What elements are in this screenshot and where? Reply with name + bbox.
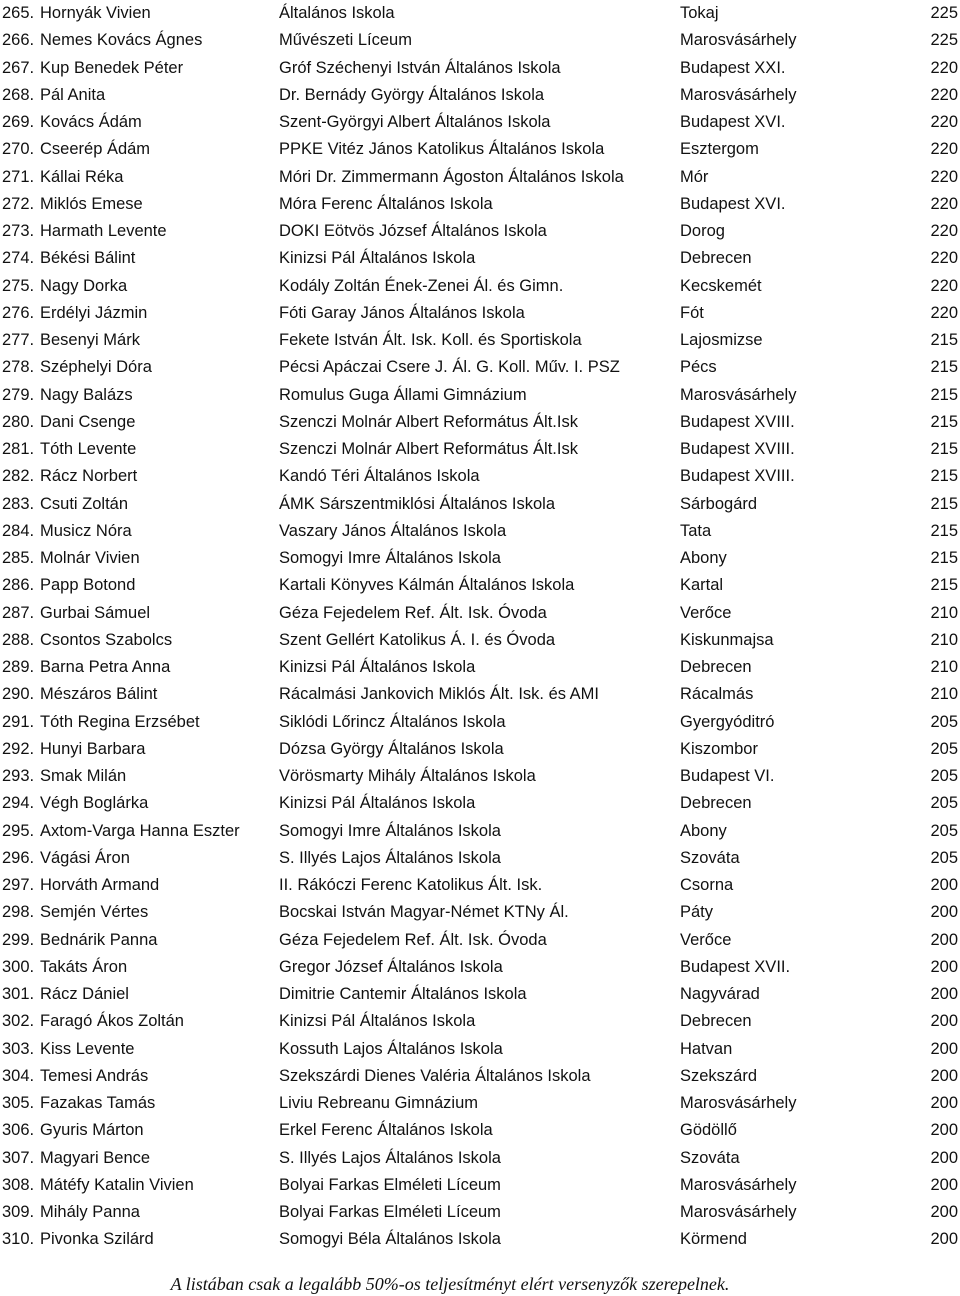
city-cell: Abony — [680, 821, 727, 840]
school-cell: Rácalmási Jankovich Miklós Ált. Isk. és AMI — [279, 685, 600, 704]
school-cell: Dr. Bernády György Általános Iskola — [279, 85, 545, 104]
city-cell: Pécs — [680, 358, 717, 377]
score-cell: 220 — [930, 113, 958, 131]
score-cell: 205 — [930, 712, 958, 731]
city-cell: Kiskunmajsa — [680, 630, 774, 649]
school-cell: Bocskai István Magyar-Német KTNy Ál. — [279, 903, 569, 922]
rank-cell: 287. — [2, 603, 35, 622]
table-row — [0, 572, 960, 599]
table-row — [0, 1063, 960, 1090]
table-row — [0, 1199, 960, 1226]
score-cell: 200 — [930, 1230, 958, 1249]
rank-cell: 305. — [2, 1094, 35, 1112]
name-cell: Széphelyi Dóra — [40, 358, 152, 377]
city-cell: Fót — [680, 303, 704, 322]
score-cell: 215 — [930, 331, 958, 349]
rank-cell: 267. — [2, 58, 35, 77]
table-row — [0, 872, 960, 899]
city-cell: Tokaj — [680, 4, 719, 22]
city-cell: Debrecen — [680, 1012, 752, 1031]
school-cell: Szent-Györgyi Albert Általános Iskola — [279, 113, 551, 131]
city-cell: Budapest XVI. — [680, 194, 786, 213]
city-cell: Hatvan — [680, 1039, 733, 1058]
table-row — [0, 300, 960, 327]
city-cell: Sárbogárd — [680, 494, 758, 513]
table-row — [0, 1008, 960, 1035]
score-cell: 215 — [930, 440, 958, 458]
city-cell: Abony — [680, 549, 727, 567]
school-cell: Erkel Ferenc Általános Iskola — [279, 1121, 493, 1140]
table-row — [0, 763, 960, 790]
score-cell: 200 — [930, 1148, 958, 1167]
rank-cell: 281. — [2, 440, 35, 458]
school-cell: Gregor József Általános Iskola — [279, 957, 503, 976]
rank-cell: 307. — [2, 1148, 35, 1167]
name-cell: Fazakas Tamás — [40, 1094, 156, 1112]
school-cell: Kossuth Lajos Általános Iskola — [279, 1039, 503, 1058]
name-cell: Csuti Zoltán — [40, 494, 129, 513]
score-cell: 220 — [930, 249, 958, 268]
school-cell: Szenczi Molnár Albert Református Ált.Isk — [279, 440, 578, 458]
table-row — [0, 191, 960, 218]
city-cell: Budapest XVII. — [680, 957, 791, 976]
score-cell: 200 — [930, 985, 958, 1003]
score-cell: 200 — [930, 903, 958, 922]
city-cell: Budapest XVI. — [680, 113, 786, 131]
table-row — [0, 1145, 960, 1172]
rank-cell: 285. — [2, 549, 35, 567]
rank-cell: 293. — [2, 767, 35, 785]
score-cell: 220 — [930, 85, 958, 104]
name-cell: Faragó Ákos Zoltán — [40, 1012, 184, 1031]
school-cell: II. Rákóczi Ferenc Katolikus Ált. Isk. — [279, 876, 543, 894]
table-row — [0, 654, 960, 681]
city-cell: Gyergyóditró — [680, 712, 775, 731]
table-row — [0, 709, 960, 736]
city-cell: Budapest XVIII. — [680, 440, 795, 458]
rank-cell: 282. — [2, 467, 35, 486]
city-cell: Budapest XXI. — [680, 58, 786, 77]
school-cell: Kinizsi Pál Általános Iskola — [279, 794, 476, 813]
table-row — [0, 136, 960, 163]
score-cell: 215 — [930, 358, 958, 377]
city-cell: Nagyvárad — [680, 985, 760, 1003]
name-cell: Tóth Regina Erzsébet — [40, 712, 200, 731]
name-cell: Mészáros Bálint — [40, 685, 158, 704]
score-cell: 200 — [930, 1039, 958, 1058]
table-row — [0, 1226, 960, 1253]
table-row — [0, 627, 960, 654]
rank-cell: 283. — [2, 494, 35, 513]
name-cell: Bednárik Panna — [40, 930, 158, 949]
city-cell: Tata — [680, 521, 712, 540]
score-cell: 225 — [930, 31, 958, 50]
name-cell: Nagy Balázs — [40, 385, 133, 404]
school-cell: Kinizsi Pál Általános Iskola — [279, 1012, 476, 1031]
score-cell: 205 — [930, 767, 958, 785]
school-cell: Romulus Guga Állami Gimnázium — [279, 385, 527, 404]
score-cell: 220 — [930, 194, 958, 213]
city-cell: Budapest VI. — [680, 767, 775, 785]
score-cell: 220 — [930, 276, 958, 295]
name-cell: Harmath Levente — [40, 222, 167, 240]
name-cell: Besenyi Márk — [40, 331, 140, 349]
city-cell: Marosvásárhely — [680, 31, 797, 50]
city-cell: Szováta — [680, 848, 740, 867]
name-cell: Papp Botond — [40, 576, 136, 595]
city-cell: Kiszombor — [680, 739, 758, 758]
name-cell: Nemes Kovács Ágnes — [40, 31, 203, 50]
name-cell: Dani Csenge — [40, 412, 136, 431]
rank-cell: 268. — [2, 85, 35, 104]
name-cell: Miklós Emese — [40, 194, 143, 213]
rank-cell: 280. — [2, 412, 35, 431]
rank-cell: 286. — [2, 576, 35, 595]
rank-cell: 279. — [2, 385, 35, 404]
school-cell: Szent Gellért Katolikus Á. I. és Óvoda — [279, 630, 556, 649]
rank-cell: 273. — [2, 222, 35, 240]
name-cell: Rácz Dániel — [40, 985, 129, 1003]
score-cell: 200 — [930, 957, 958, 976]
table-row — [0, 736, 960, 763]
name-cell: Semjén Vértes — [40, 903, 149, 922]
score-cell: 215 — [930, 549, 958, 567]
score-cell: 205 — [930, 821, 958, 840]
table-row — [0, 1172, 960, 1199]
school-cell: DOKI Eötvös József Általános Iskola — [279, 222, 547, 240]
name-cell: Tóth Levente — [40, 440, 137, 458]
name-cell: Gurbai Sámuel — [40, 603, 151, 622]
rank-cell: 298. — [2, 903, 35, 922]
city-cell: Verőce — [680, 930, 732, 949]
city-cell: Marosvásárhely — [680, 85, 797, 104]
city-cell: Debrecen — [680, 794, 752, 813]
score-cell: 215 — [930, 494, 958, 513]
table-row — [0, 600, 960, 627]
score-cell: 220 — [930, 140, 958, 159]
score-cell: 205 — [930, 739, 958, 758]
name-cell: Cseerép Ádám — [40, 140, 151, 159]
rank-cell: 290. — [2, 685, 35, 704]
school-cell: Művészeti Líceum — [279, 31, 412, 50]
table-row — [0, 954, 960, 981]
rank-cell: 304. — [2, 1066, 35, 1085]
table-row — [0, 1117, 960, 1144]
score-cell: 210 — [930, 658, 958, 676]
rank-cell: 275. — [2, 276, 35, 295]
table-row — [0, 845, 960, 872]
name-cell: Kállai Réka — [40, 167, 124, 186]
school-cell: Vaszary János Általános Iskola — [279, 521, 507, 540]
table-row — [0, 218, 960, 245]
rank-cell: 269. — [2, 113, 35, 131]
city-cell: Debrecen — [680, 658, 752, 676]
city-cell: Marosvásárhely — [680, 1175, 797, 1194]
table-row — [0, 327, 960, 354]
school-cell: Bolyai Farkas Elméleti Líceum — [279, 1175, 501, 1194]
school-cell: Géza Fejedelem Ref. Ált. Isk. Óvoda — [279, 603, 547, 622]
school-cell: Fekete István Ált. Isk. Koll. és Sportiskola — [279, 331, 582, 349]
city-cell: Verőce — [680, 603, 732, 622]
school-cell: Móri Dr. Zimmermann Ágoston Általános Iskola — [279, 167, 624, 186]
score-cell: 215 — [930, 467, 958, 486]
table-row — [0, 82, 960, 109]
rank-cell: 272. — [2, 194, 35, 213]
table-row — [0, 409, 960, 436]
rank-cell: 278. — [2, 358, 35, 377]
name-cell: Mihály Panna — [40, 1203, 140, 1221]
city-cell: Budapest XVIII. — [680, 467, 795, 486]
school-cell: Bolyai Farkas Elméleti Líceum — [279, 1203, 501, 1221]
name-cell: Kiss Levente — [40, 1039, 135, 1058]
school-cell: Somogyi Béla Általános Iskola — [279, 1230, 501, 1249]
city-cell: Budapest XVIII. — [680, 412, 795, 431]
city-cell: Mór — [680, 167, 709, 186]
name-cell: Rácz Norbert — [40, 467, 138, 486]
rank-cell: 284. — [2, 521, 35, 540]
name-cell: Axtom-Varga Hanna Eszter — [40, 821, 240, 840]
school-cell: Kandó Téri Általános Iskola — [279, 467, 480, 486]
city-cell: Szováta — [680, 1148, 740, 1167]
rank-cell: 308. — [2, 1175, 35, 1194]
name-cell: Nagy Dorka — [40, 276, 128, 295]
school-cell: Móra Ferenc Általános Iskola — [279, 194, 493, 213]
score-cell: 200 — [930, 930, 958, 949]
rank-cell: 271. — [2, 167, 35, 186]
name-cell: Temesi András — [40, 1066, 149, 1085]
rank-cell: 277. — [2, 331, 35, 349]
rank-cell: 306. — [2, 1121, 35, 1140]
score-cell: 200 — [930, 1094, 958, 1112]
name-cell: Pivonka Szilárd — [40, 1230, 154, 1249]
city-cell: Körmend — [680, 1230, 747, 1249]
city-cell: Csorna — [680, 876, 734, 894]
school-cell: Kinizsi Pál Általános Iskola — [279, 249, 476, 268]
rank-cell: 309. — [2, 1203, 35, 1221]
name-cell: Gyuris Márton — [40, 1121, 144, 1140]
score-cell: 210 — [930, 603, 958, 622]
rank-cell: 289. — [2, 658, 35, 676]
rank-cell: 295. — [2, 821, 35, 840]
rank-cell: 266. — [2, 31, 35, 50]
rank-cell: 288. — [2, 630, 35, 649]
score-cell: 220 — [930, 58, 958, 77]
score-cell: 200 — [930, 1066, 958, 1085]
score-cell: 210 — [930, 630, 958, 649]
name-cell: Csontos Szabolcs — [40, 630, 173, 649]
rank-cell: 310. — [2, 1230, 35, 1249]
school-cell: Általános Iskola — [279, 4, 395, 22]
school-cell: Dózsa György Általános Iskola — [279, 739, 504, 758]
school-cell: S. Illyés Lajos Általános Iskola — [279, 848, 501, 867]
score-cell: 200 — [930, 1121, 958, 1140]
school-cell: Fóti Garay János Általános Iskola — [279, 303, 525, 322]
school-cell: Szekszárdi Dienes Valéria Általános Iskola — [279, 1066, 591, 1085]
rank-cell: 274. — [2, 249, 35, 268]
city-cell: Debrecen — [680, 249, 752, 268]
city-cell: Marosvásárhely — [680, 1094, 797, 1112]
rank-cell: 301. — [2, 985, 35, 1003]
score-cell: 225 — [930, 4, 958, 22]
score-cell: 215 — [930, 412, 958, 431]
city-cell: Gödöllő — [680, 1121, 737, 1140]
footnote: A listában csak a legalább 50%-os teljesítményt elért versenyzők szerepelnek. — [170, 1274, 730, 1294]
name-cell: Pál Anita — [40, 85, 106, 104]
rank-cell: 297. — [2, 876, 35, 894]
score-cell: 220 — [930, 167, 958, 186]
table-row — [0, 245, 960, 272]
city-cell: Marosvásárhely — [680, 385, 797, 404]
table-row — [0, 382, 960, 409]
rank-cell: 291. — [2, 712, 35, 731]
school-cell: Somogyi Imre Általános Iskola — [279, 549, 501, 567]
rank-cell: 300. — [2, 957, 35, 976]
table-row — [0, 818, 960, 845]
name-cell: Végh Boglárka — [40, 794, 149, 813]
name-cell: Barna Petra Anna — [40, 658, 171, 676]
table-row — [0, 790, 960, 817]
name-cell: Békési Bálint — [40, 249, 136, 268]
school-cell: PPKE Vitéz János Katolikus Általános Iskola — [279, 140, 605, 159]
table-row — [0, 899, 960, 926]
score-cell: 215 — [930, 576, 958, 595]
score-cell: 215 — [930, 521, 958, 540]
score-cell: 205 — [930, 794, 958, 813]
table-row — [0, 109, 960, 136]
name-cell: Magyari Bence — [40, 1148, 151, 1167]
rank-cell: 270. — [2, 140, 35, 159]
table-row — [0, 55, 960, 82]
table-row — [0, 681, 960, 708]
school-cell: Pécsi Apáczai Csere J. Ál. G. Koll. Műv. I. PSZ — [279, 358, 620, 377]
city-cell: Rácalmás — [680, 685, 754, 704]
school-cell: Vörösmarty Mihály Általános Iskola — [279, 767, 536, 785]
score-cell: 200 — [930, 1203, 958, 1221]
school-cell: Gróf Széchenyi István Általános Iskola — [279, 58, 561, 77]
city-cell: Lajosmizse — [680, 331, 763, 349]
name-cell: Molnár Vivien — [40, 549, 140, 567]
score-cell: 200 — [930, 1012, 958, 1031]
score-cell: 210 — [930, 685, 958, 704]
city-cell: Esztergom — [680, 140, 759, 159]
name-cell: Musicz Nóra — [40, 521, 132, 540]
table-row — [0, 354, 960, 381]
rank-cell: 276. — [2, 303, 35, 322]
table-row — [0, 981, 960, 1008]
rank-cell: 294. — [2, 794, 35, 813]
score-cell: 205 — [930, 848, 958, 867]
name-cell: Takáts Áron — [40, 957, 128, 976]
table-row — [0, 463, 960, 490]
city-cell: Szekszárd — [680, 1066, 758, 1085]
city-cell: Kartal — [680, 576, 724, 595]
school-cell: Liviu Rebreanu Gimnázium — [279, 1094, 479, 1112]
school-cell: Siklódi Lőrincz Általános Iskola — [279, 712, 506, 731]
city-cell: Kecskemét — [680, 276, 762, 295]
name-cell: Smak Milán — [40, 767, 127, 785]
school-cell: Kodály Zoltán Ének-Zenei Ál. és Gimn. — [279, 276, 564, 295]
school-cell: Somogyi Imre Általános Iskola — [279, 821, 501, 840]
score-cell: 200 — [930, 876, 958, 894]
school-cell: ÁMK Sárszentmiklósi Általános Iskola — [279, 494, 556, 513]
table-row — [0, 491, 960, 518]
rank-cell: 303. — [2, 1039, 35, 1058]
name-cell: Kovács Ádám — [40, 113, 142, 131]
name-cell: Mátéfy Katalin Vivien — [40, 1175, 194, 1194]
name-cell: Kup Benedek Péter — [40, 58, 184, 77]
school-cell: Géza Fejedelem Ref. Ált. Isk. Óvoda — [279, 930, 547, 949]
city-cell: Dorog — [680, 222, 725, 240]
table-row — [0, 27, 960, 54]
rank-cell: 299. — [2, 930, 35, 949]
name-cell: Vágási Áron — [40, 848, 130, 867]
table-row — [0, 545, 960, 572]
rank-cell: 265. — [2, 4, 35, 22]
name-cell: Hornyák Vivien — [40, 4, 151, 22]
table-row — [0, 0, 960, 27]
school-cell: Szenczi Molnár Albert Református Ált.Isk — [279, 412, 578, 431]
rank-cell: 292. — [2, 739, 35, 758]
table-row — [0, 164, 960, 191]
name-cell: Hunyi Barbara — [40, 739, 146, 758]
score-cell: 220 — [930, 222, 958, 240]
school-cell: Kartali Könyves Kálmán Általános Iskola — [279, 576, 575, 595]
table-row — [0, 1036, 960, 1063]
school-cell: S. Illyés Lajos Általános Iskola — [279, 1148, 501, 1167]
city-cell: Páty — [680, 903, 714, 922]
table-row — [0, 436, 960, 463]
table-row — [0, 273, 960, 300]
school-cell: Dimitrie Cantemir Általános Iskola — [279, 985, 527, 1003]
rank-cell: 296. — [2, 848, 35, 867]
table-row — [0, 518, 960, 545]
table-row — [0, 927, 960, 954]
school-cell: Kinizsi Pál Általános Iskola — [279, 658, 476, 676]
rank-cell: 302. — [2, 1012, 35, 1031]
score-cell: 200 — [930, 1175, 958, 1194]
score-cell: 220 — [930, 303, 958, 322]
city-cell: Marosvásárhely — [680, 1203, 797, 1221]
name-cell: Horváth Armand — [40, 876, 160, 894]
name-cell: Erdélyi Jázmin — [40, 303, 148, 322]
table-row — [0, 1090, 960, 1117]
score-cell: 215 — [930, 385, 958, 404]
